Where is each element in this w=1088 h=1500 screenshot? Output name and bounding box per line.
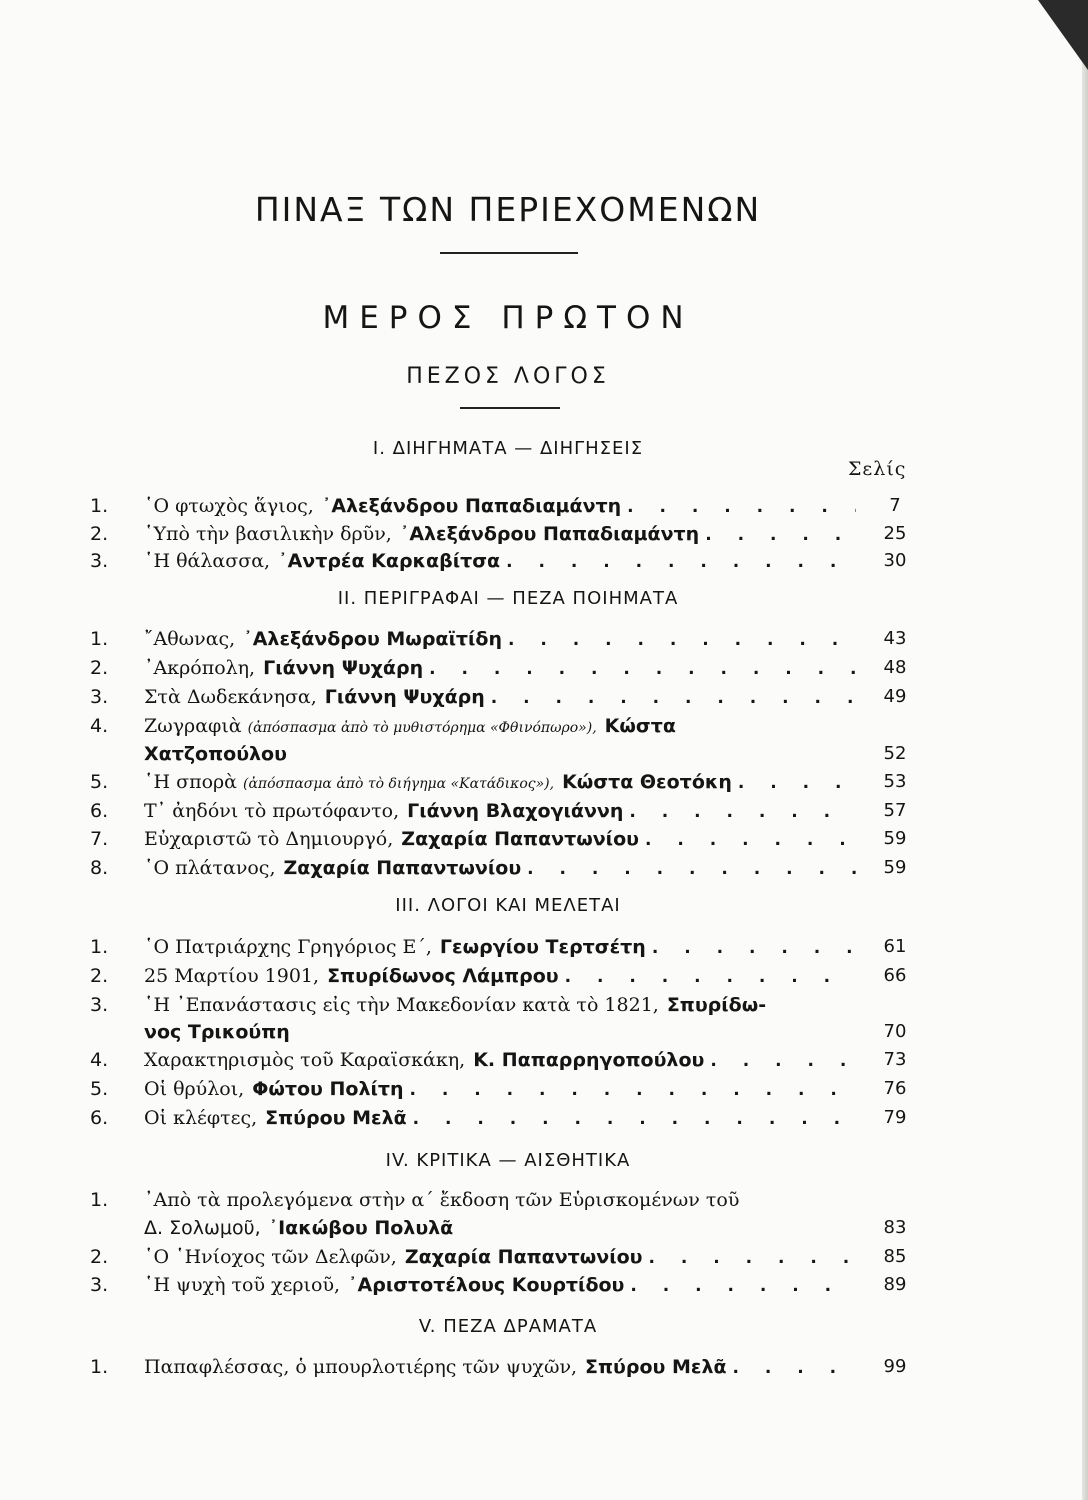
toc-entry[interactable] — [0, 495, 1088, 525]
section-heading: V. ΠΕΖΑ ΔΡΑΜΑΤΑ — [418, 1316, 598, 1337]
toc-entry[interactable] — [0, 800, 1088, 830]
entry-number: 7. — [90, 828, 109, 850]
leader-dots — [649, 1248, 856, 1268]
toc-entry[interactable] — [0, 550, 1088, 580]
entry-author: Ζαχαρία Παπαντωνίου — [404, 1246, 643, 1268]
leader-dots — [429, 659, 856, 679]
entry-text — [144, 1107, 856, 1129]
entry-title: ῾Η σπορὰ — [144, 771, 238, 793]
entry-author: Κ. Παπαρρηγοπούλου — [473, 1049, 705, 1071]
entry-number: 5. — [90, 771, 109, 793]
subpart-heading: ΠΕΖΟΣ ΛΟΓΟΣ — [406, 364, 610, 389]
toc-entry[interactable] — [0, 771, 1088, 801]
toc-entry[interactable] — [0, 1107, 1088, 1137]
entry-title: ῾Ο πλάτανος, — [144, 857, 276, 879]
entry-text — [144, 828, 856, 850]
entry-number: 3. — [90, 686, 109, 708]
entry-text — [144, 965, 856, 987]
entry-page-number: 25 — [883, 523, 907, 544]
leader-dots — [491, 688, 856, 708]
entry-number: 2. — [90, 1246, 109, 1268]
entry-title: ῾Η ᾿Επανάστασις εἰς τὴν Μακεδονίαν κατὰ τὸ 1821, — [144, 994, 659, 1016]
entry-text-continued — [144, 1217, 856, 1239]
leader-dots — [627, 497, 856, 517]
entry-number: 1. — [90, 628, 109, 650]
entry-title: Τ᾿ ἀηδόνι τὸ πρωτόφαντο, — [144, 800, 400, 822]
leader-dots — [738, 773, 856, 793]
entry-author: ᾿Αριστοτέλους Κουρτίδου — [348, 1274, 625, 1296]
leader-dots — [710, 1051, 856, 1071]
entry-number: 1. — [90, 1356, 109, 1378]
entry-author: Σπυρίδωνος Λάμπρου — [327, 965, 559, 987]
entry-number: 5. — [90, 1078, 109, 1100]
entry-text-continued — [144, 743, 856, 765]
entry-title: ᾿Απὸ τὰ προλεγόμενα στὴν α΄ ἔκδοση τῶν Εὑρισκομένων τοῦ — [144, 1189, 740, 1211]
entry-text — [144, 857, 856, 879]
entry-author: Φώτου Πολίτη — [252, 1078, 404, 1100]
toc-entry-continuation — [0, 1021, 1088, 1051]
entry-author: Σπύρου Μελᾶ — [265, 1107, 407, 1129]
entry-title: Εὐχαριστῶ τὸ Δημιουργό, — [144, 828, 394, 850]
entry-number: 6. — [90, 800, 109, 822]
entry-title: ῾Υπὸ τὴν βασιλικὴν δρῦν, — [144, 523, 392, 545]
leader-dots — [508, 630, 856, 650]
toc-entry[interactable] — [0, 1246, 1088, 1276]
entry-page-number: 73 — [883, 1049, 907, 1070]
entry-page-number: 83 — [883, 1217, 907, 1238]
section-heading: IV. ΚΡΙΤΙΚΑ — ΑΙΣΘΗΤΙΚΑ — [385, 1150, 631, 1171]
entry-text — [144, 1049, 856, 1071]
entry-author: Γιάννη Βλαχογιάννη — [407, 800, 624, 822]
entry-page-number: 59 — [883, 857, 907, 878]
entry-number: 3. — [90, 994, 109, 1016]
entry-number: 6. — [90, 1107, 109, 1129]
entry-title: Χαρακτηρισμὸς τοῦ Καραϊσκάκη, — [144, 1049, 466, 1071]
entry-title: Ζωγραφιὰ — [144, 715, 242, 737]
entry-number: 2. — [90, 965, 109, 987]
toc-entry[interactable] — [0, 936, 1088, 966]
entry-title: ῾Ο φτωχὸς ἅγιος, — [144, 495, 314, 517]
entry-text — [144, 994, 856, 1016]
leader-dots — [645, 830, 856, 850]
entry-page-number: 49 — [883, 686, 907, 707]
toc-entry[interactable] — [0, 994, 1088, 1024]
entry-page-number: 59 — [883, 828, 907, 849]
entry-page-number: 48 — [883, 657, 907, 678]
toc-entry[interactable] — [0, 628, 1088, 658]
entry-author: ᾿Αλεξάνδρου Παπαδιαμάντη — [321, 495, 622, 517]
leader-dots — [630, 1276, 856, 1296]
entry-title: Στὰ Δωδεκάνησα, — [144, 686, 317, 708]
entry-title: ῾Ο Πατριάρχης Γρηγόριος Ε΄, — [144, 936, 432, 958]
leader-dots — [506, 552, 856, 572]
entry-author-continued: νος Τρικούπη — [144, 1021, 290, 1043]
entry-number: 2. — [90, 657, 109, 679]
leader-dots — [410, 1080, 856, 1100]
entry-text — [144, 1078, 856, 1100]
leader-dots — [705, 525, 856, 545]
part-heading: ΜΕΡΟΣ ΠΡΩΤΟΝ — [322, 300, 694, 336]
entry-author: Γεωργίου Τερτσέτη — [439, 936, 646, 958]
entry-title: ᾿Ακρόπολη, — [144, 657, 256, 679]
title-divider — [440, 252, 578, 254]
toc-entry[interactable] — [0, 828, 1088, 858]
entry-page-number: 66 — [883, 965, 907, 986]
section-heading: III. ΛΟΓΟΙ ΚΑΙ ΜΕΛΕΤΑΙ — [395, 895, 621, 916]
entry-author: Σπυρίδω- — [666, 994, 767, 1016]
page-column-label: Σελίς — [848, 458, 907, 480]
entry-text — [144, 657, 856, 679]
entry-author: Κώστα — [604, 715, 676, 737]
entry-title: Οἱ κλέφτες, — [144, 1107, 258, 1129]
entry-text — [144, 715, 856, 737]
entry-number: 8. — [90, 857, 109, 879]
entry-number: 1. — [90, 936, 109, 958]
entry-page-number: 70 — [883, 1021, 907, 1042]
entry-page-number: 99 — [883, 1356, 907, 1377]
entry-author: Γιάννη Ψυχάρη — [324, 686, 485, 708]
entry-page-number: 61 — [883, 936, 907, 957]
entry-number: 4. — [90, 1049, 109, 1071]
entry-author: ᾿Αλεξάνδρου Μωραϊτίδη — [243, 628, 502, 650]
entry-note: (ἀπόσπασμα ἀπὸ τὸ μυθιστόρημα «Φθινόπωρο»), — [247, 720, 597, 736]
entry-author: Κώστα Θεοτόκη — [562, 771, 732, 793]
entry-title: Οἱ θρύλοι, — [144, 1078, 245, 1100]
entry-author: ᾿Αλεξάνδρου Παπαδιαμάντη — [399, 523, 700, 545]
entry-page-number: 79 — [883, 1107, 907, 1128]
page-corner — [1038, 0, 1088, 70]
entry-number: 3. — [90, 550, 109, 572]
entry-text — [144, 936, 856, 958]
toc-entry[interactable] — [0, 1189, 1088, 1219]
entry-text — [144, 523, 856, 545]
entry-author: ᾿Αντρέα Καρκαβίτσα — [278, 550, 501, 572]
page-title: ΠΙΝΑΞ ΤΩΝ ΠΕΡΙΕΧΟΜΕΝΩΝ — [254, 190, 762, 229]
entry-title: ῎Αθωνας, — [144, 628, 236, 650]
entry-title: ῾Η θάλασσα, — [144, 550, 271, 572]
entry-text — [144, 1356, 856, 1378]
entry-text — [144, 686, 856, 708]
entry-text — [144, 1189, 856, 1211]
entry-page-number: 89 — [883, 1274, 907, 1295]
leader-dots — [733, 1358, 856, 1378]
entry-number: 4. — [90, 715, 109, 737]
entry-author: Ζαχαρία Παπαντωνίου — [283, 857, 522, 879]
toc-entry-continuation — [0, 743, 1088, 773]
entry-number: 1. — [90, 495, 109, 517]
leader-dots — [629, 802, 856, 822]
entry-text — [144, 495, 856, 517]
toc-entry-continuation — [0, 1217, 1088, 1247]
entry-number: 3. — [90, 1274, 109, 1296]
entry-author: Γιάννη Ψυχάρη — [263, 657, 424, 679]
entry-text — [144, 771, 856, 793]
toc-entry[interactable] — [0, 1356, 1088, 1386]
toc-entry[interactable] — [0, 965, 1088, 995]
entry-page-number: 76 — [883, 1078, 907, 1099]
entry-text — [144, 1246, 856, 1268]
entry-page-number: 53 — [883, 771, 907, 792]
entry-text-continued — [144, 1021, 856, 1043]
entry-title: Παπαφλέσσας, ὁ μπουρλοτιέρης τῶν ψυχῶν, — [144, 1356, 578, 1378]
toc-entry[interactable] — [0, 1274, 1088, 1304]
entry-text — [144, 628, 856, 650]
entry-text — [144, 1274, 856, 1296]
entry-text — [144, 550, 856, 572]
toc-entry[interactable] — [0, 715, 1088, 745]
entry-title: 25 Μαρτίου 1901, — [144, 965, 320, 987]
entry-number: 1. — [90, 1189, 109, 1211]
entry-page-number: 30 — [883, 550, 907, 571]
toc-entry[interactable] — [0, 1078, 1088, 1108]
section-heading: II. ΠΕΡΙΓΡΑΦΑΙ — ΠΕΖΑ ΠΟΙΗΜΑΤΑ — [337, 588, 679, 609]
leader-dots — [413, 1109, 856, 1129]
section-heading: I. ΔΙΗΓΗΜΑΤΑ — ΔΙΗΓΗΣΕΙΣ — [372, 438, 644, 459]
entry-author: ᾿Ιακώβου Πολυλᾶ — [268, 1217, 454, 1239]
toc-entry[interactable] — [0, 857, 1088, 887]
entry-title-continued: Δ. Σολωμοῦ, — [144, 1217, 261, 1239]
entry-page-number: 52 — [883, 743, 907, 764]
entry-title: ῾Η ψυχὴ τοῦ χεριοῦ, — [144, 1274, 341, 1296]
entry-page-number: 43 — [883, 628, 907, 649]
toc-entry[interactable] — [0, 1049, 1088, 1079]
toc-entry[interactable] — [0, 523, 1088, 553]
leader-dots — [565, 967, 856, 987]
entry-text — [144, 800, 856, 822]
entry-page-number: 7 — [889, 495, 901, 516]
leader-dots — [652, 938, 856, 958]
toc-entry[interactable] — [0, 657, 1088, 687]
entry-number: 2. — [90, 523, 109, 545]
entry-page-number: 57 — [883, 800, 907, 821]
entry-author: Σπύρου Μελᾶ — [585, 1356, 727, 1378]
entry-page-number: 85 — [883, 1246, 907, 1267]
entry-note: (ἀπόσπασμα ἀπὸ τὸ διήγημα «Κατάδικος»), — [243, 776, 555, 792]
entry-author-continued: Χατζοπούλου — [144, 743, 287, 765]
leader-dots — [527, 859, 856, 879]
entry-author: Ζαχαρία Παπαντωνίου — [401, 828, 639, 850]
entry-title: ῾Ο ῾Ηνίοχος τῶν Δελφῶν, — [144, 1246, 397, 1268]
toc-entry[interactable] — [0, 686, 1088, 716]
subpart-divider — [460, 407, 560, 409]
